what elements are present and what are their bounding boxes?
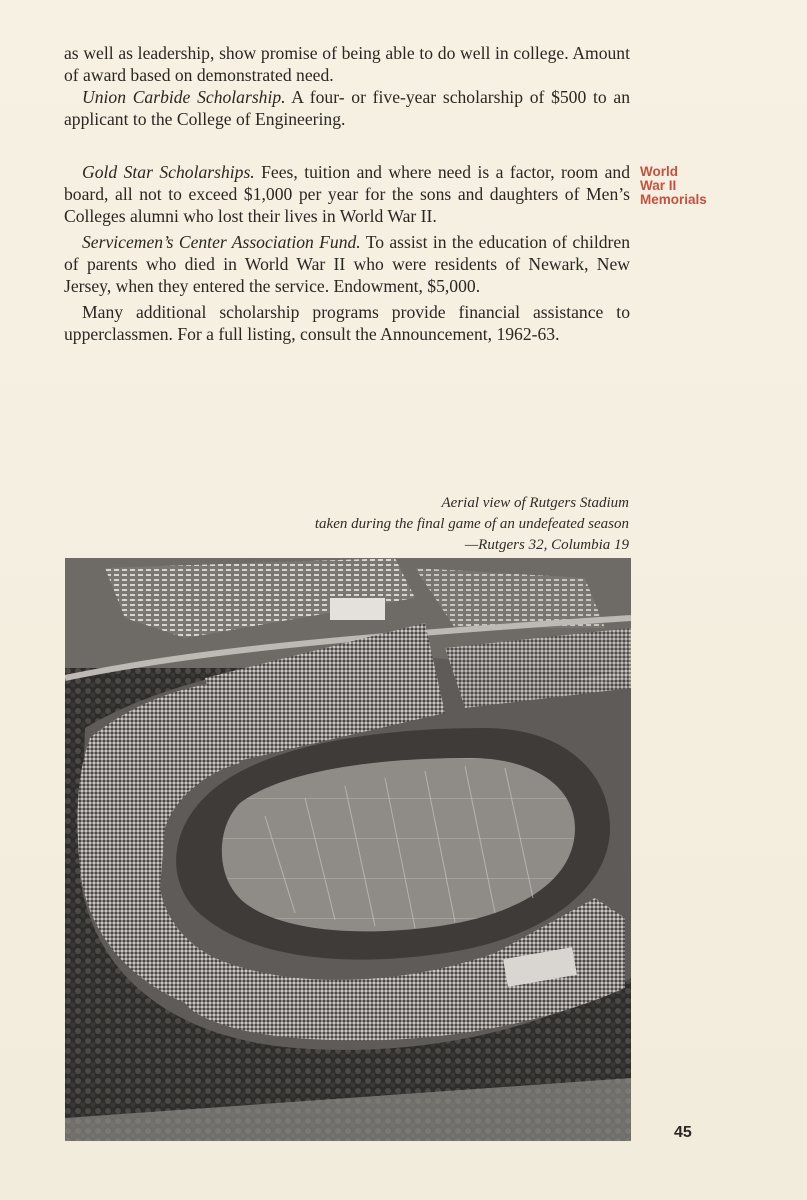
- caption-line: Aerial view of Rutgers Stadium: [441, 495, 629, 511]
- scholarship-title: Servicemen’s Center Association Fund.: [82, 232, 361, 252]
- photo-caption: [315, 493, 629, 556]
- paragraph-continuation: as well as leadership, show promise of being able to do well in college. Amount of award based on demonstrated need.: [64, 43, 630, 85]
- margin-note: [640, 165, 740, 207]
- paragraph-additional-programs: Many additional scholarship programs provide financial assistance to upperclassmen. For a full listing, consult the Announcement, 1962-63.: [64, 302, 630, 344]
- paragraph-union-carbide: [64, 86, 630, 130]
- scholarship-description: A four- or five-year scholarship of $500 to an applicant to the College of Engineering.: [64, 87, 630, 129]
- caption-line: —Rutgers 32, Columbia 19: [464, 537, 629, 553]
- caption-line: taken during the final game of an undefeated season: [314, 516, 629, 532]
- text-block-top: [64, 42, 630, 130]
- text-block-main: [64, 161, 630, 345]
- scholarship-description: To assist in the education of children of parents who died in World War II who were residents of Newark, New Jersey, when they entered the service. Endowment, $5,000.: [64, 232, 631, 296]
- scholarship-description: Fees, tuition and where need is a factor, room and board, all not to exceed $1,000 per year for the sons and daughters of Men’s Colleges alumni who lost their lives in World War II.: [64, 162, 630, 226]
- scholarship-title: Union Carbide Scholarship.: [82, 87, 286, 107]
- stadium-aerial-photo: [65, 558, 631, 1141]
- margin-note-line: War II: [640, 178, 677, 193]
- page-number: 45: [674, 1124, 692, 1141]
- margin-note-line: Memorials: [640, 192, 707, 207]
- stadium-illustration: [65, 558, 631, 1141]
- scholarship-title: Gold Star Scholarships.: [82, 162, 255, 182]
- margin-note-line: World: [640, 164, 678, 179]
- paragraph-gold-star: [64, 161, 630, 227]
- paragraph-servicemens-center: [64, 231, 630, 297]
